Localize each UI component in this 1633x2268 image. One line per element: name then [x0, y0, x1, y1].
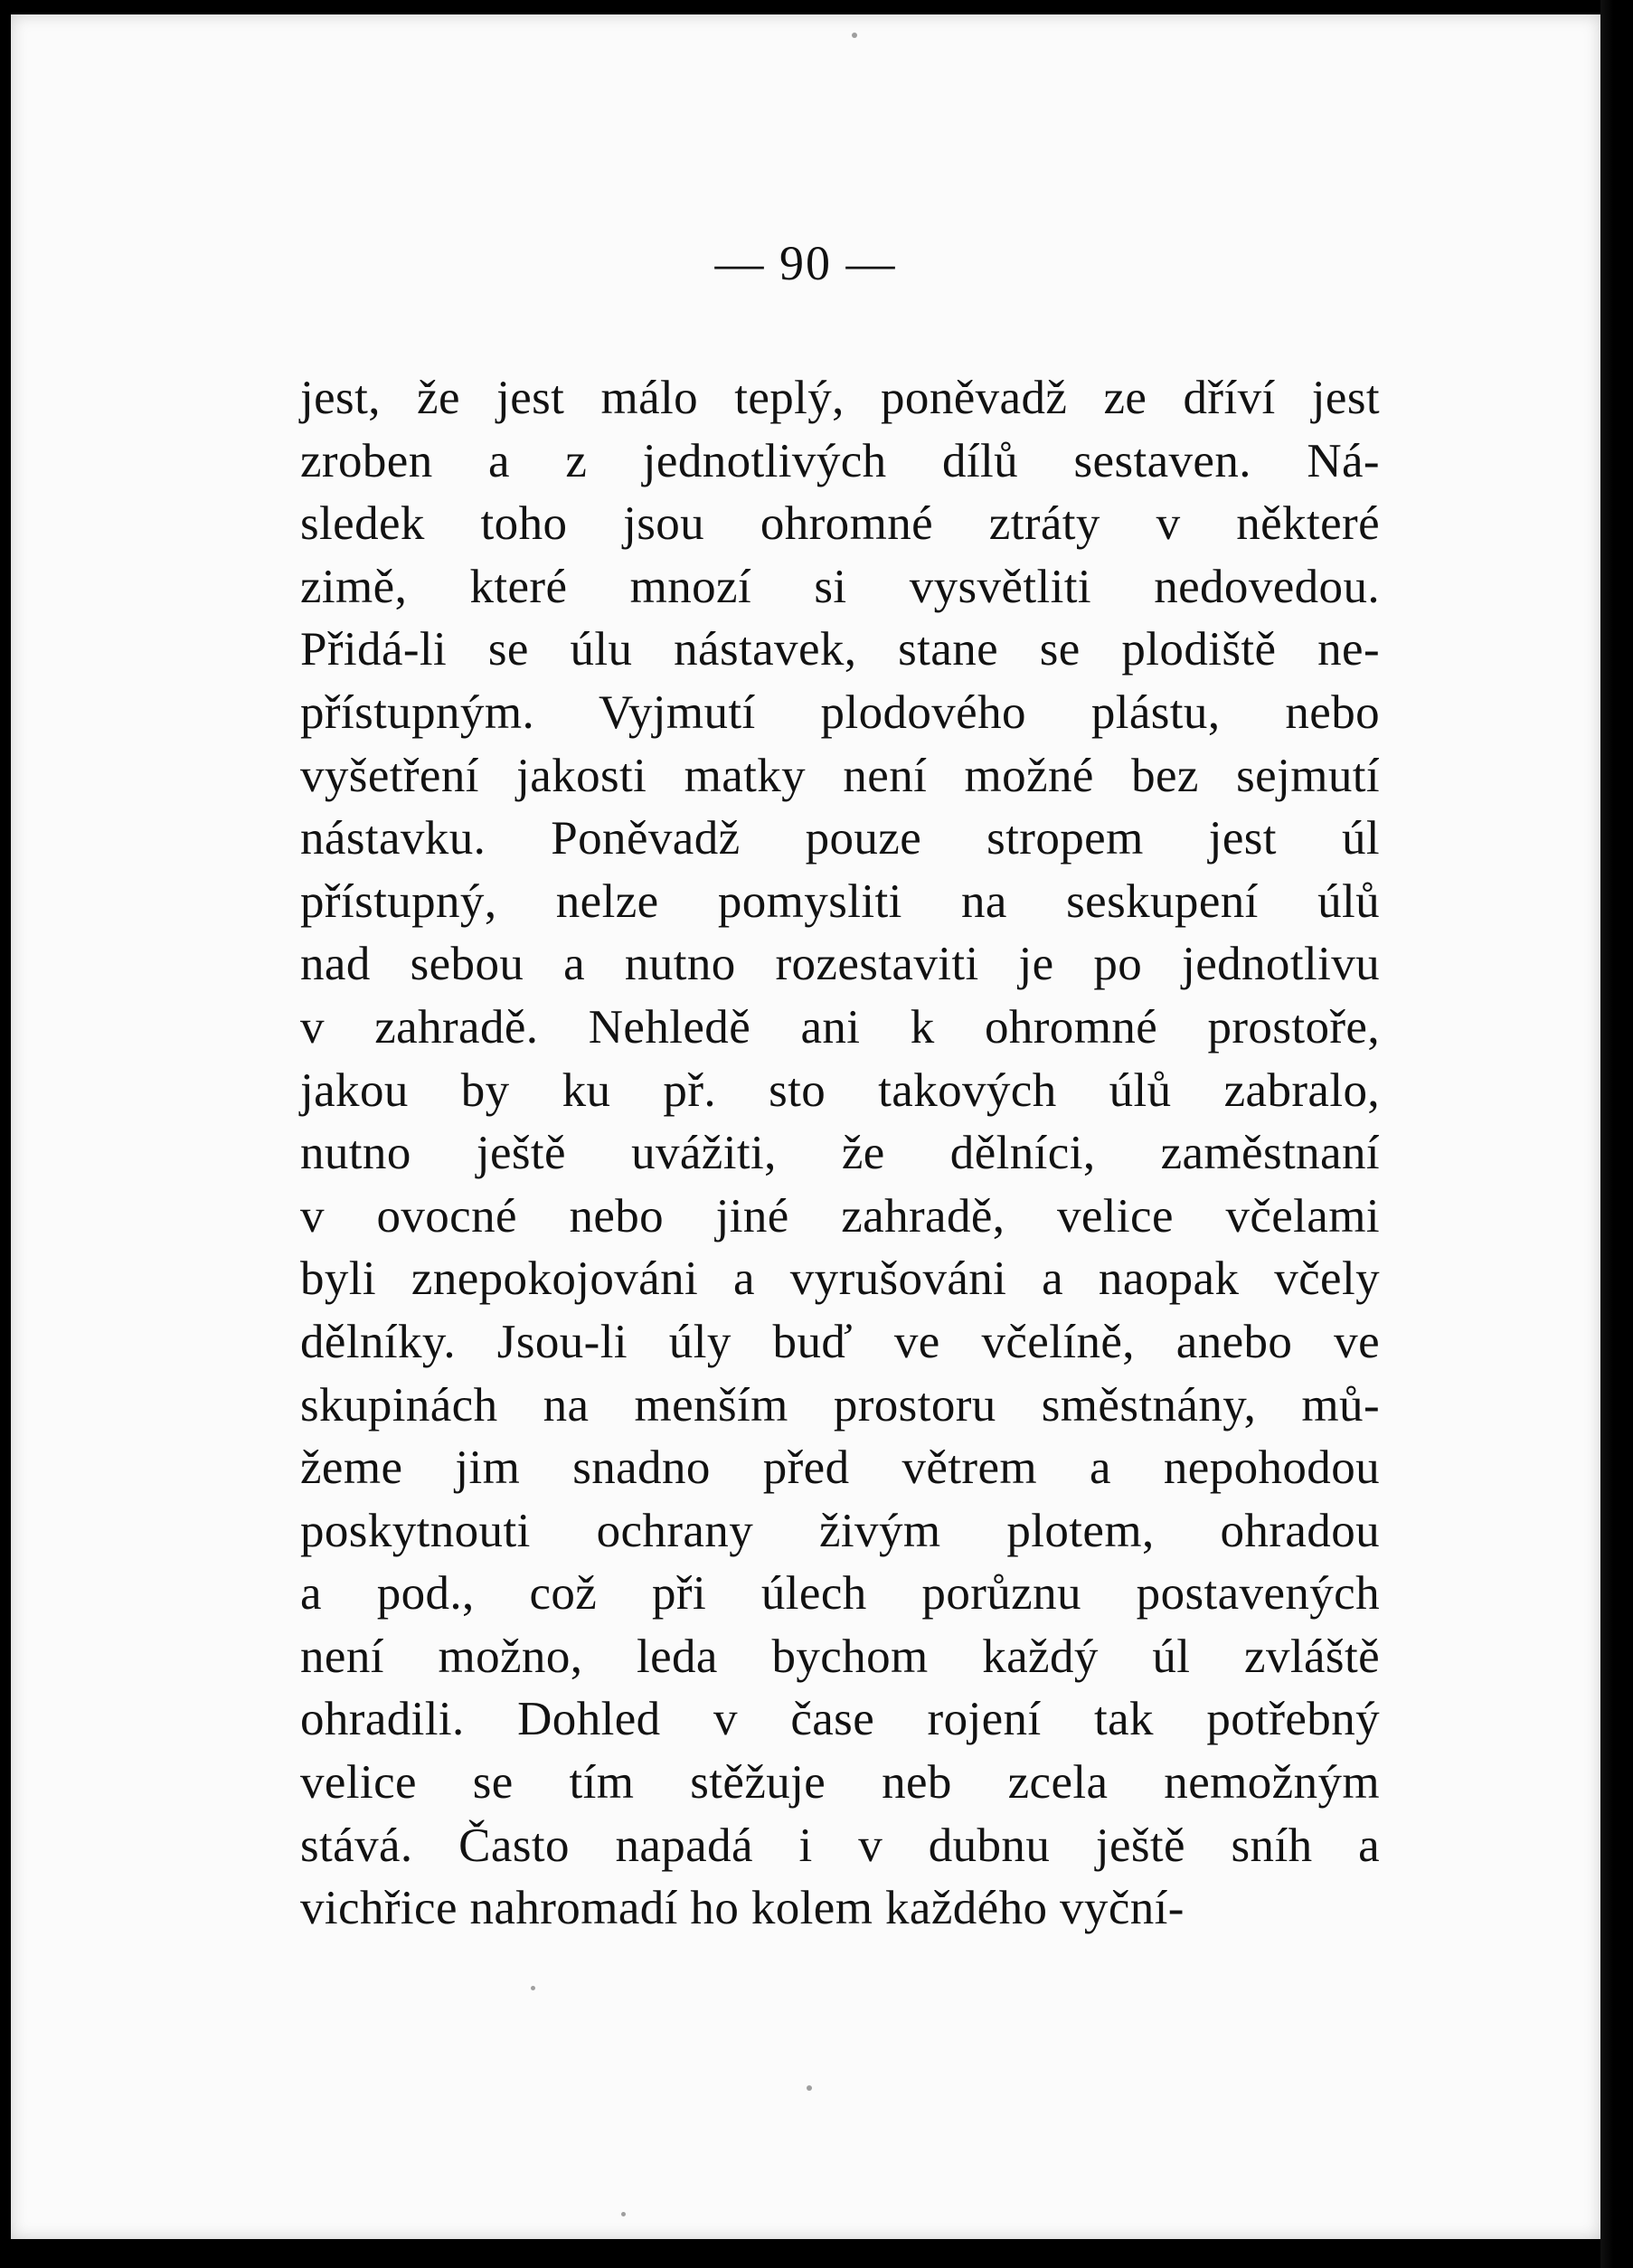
text-line-15: byli znepokojováni a vyrušováni a naopak včely	[300, 1252, 1380, 1306]
speck-lower	[807, 2085, 812, 2091]
speck-bottom	[621, 2212, 626, 2216]
text-line-11: v zahradě. Nehledě ani k ohromné prostoře,	[300, 1000, 1380, 1054]
text-line-2: zroben a z jednotlivých dílů sestaven. Ná-	[300, 434, 1380, 487]
speck-middle	[531, 1986, 535, 1990]
text-line-21: není možno, leda bychom každý úl zvláště	[300, 1630, 1380, 1683]
text-line-19: poskytnouti ochrany živým plotem, ohradou	[300, 1504, 1380, 1557]
text-line-12: jakou by ku př. sto takových úlů zabralo,	[300, 1063, 1380, 1117]
text-line-14: v ovocné nebo jiné zahradě, velice včelami	[300, 1189, 1380, 1243]
text-line-10: nad sebou a nutno rozestaviti je po jednotlivu	[300, 938, 1380, 991]
body-text	[300, 367, 1380, 1941]
book-page	[11, 14, 1600, 2239]
text-line-9: přístupný, nelze pomysliti na seskupení úlů	[300, 874, 1380, 928]
text-line-13: nutno ještě uvážiti, že dělníci, zaměstnaní	[300, 1127, 1380, 1180]
text-line-18: žeme jim snadno před větrem a nepohodou	[300, 1441, 1380, 1495]
page-number: — 90 —	[714, 236, 897, 290]
text-line-24: stává. Často napadá i v dubnu ještě sníh a	[300, 1819, 1380, 1872]
speck-top	[852, 33, 857, 38]
text-line-22: ohradili. Dohled v čase rojení tak potřebný	[300, 1693, 1380, 1746]
text-line-1: jest, že jest málo teplý, poněvadž ze dříví jest	[300, 372, 1380, 424]
text-line-3: sledek toho jsou ohromné ztráty v některé	[300, 497, 1380, 551]
right-black-border	[1600, 0, 1633, 2268]
text-line-16: dělníky. Jsou-li úly buď ve včelíně, anebo ve	[300, 1315, 1380, 1368]
text-line-25: vichřice nahromadí ho kolem každého vyční-	[300, 1882, 1185, 1935]
text-line-17: skupinách na menším prostoru směstnány, mů-	[300, 1378, 1380, 1432]
text-line-23: velice se tím stěžuje neb zcela nemožným	[300, 1756, 1380, 1810]
text-line-4: zimě, které mnozí si vysvětliti nedovedou.	[300, 560, 1380, 613]
text-line-6: přístupným. Vyjmutí plodového plástu, nebo	[300, 685, 1380, 739]
text-line-5: Přidá-li se úlu nástavek, stane se plodiště ne-	[300, 623, 1380, 676]
text-line-7: vyšetření jakosti matky není možné bez sejmutí	[300, 749, 1380, 802]
text-line-8: nástavku. Poněvadž pouze stropem jest úl	[300, 812, 1380, 865]
text-line-20: a pod., což při úlech porůznu postavených	[300, 1567, 1380, 1621]
